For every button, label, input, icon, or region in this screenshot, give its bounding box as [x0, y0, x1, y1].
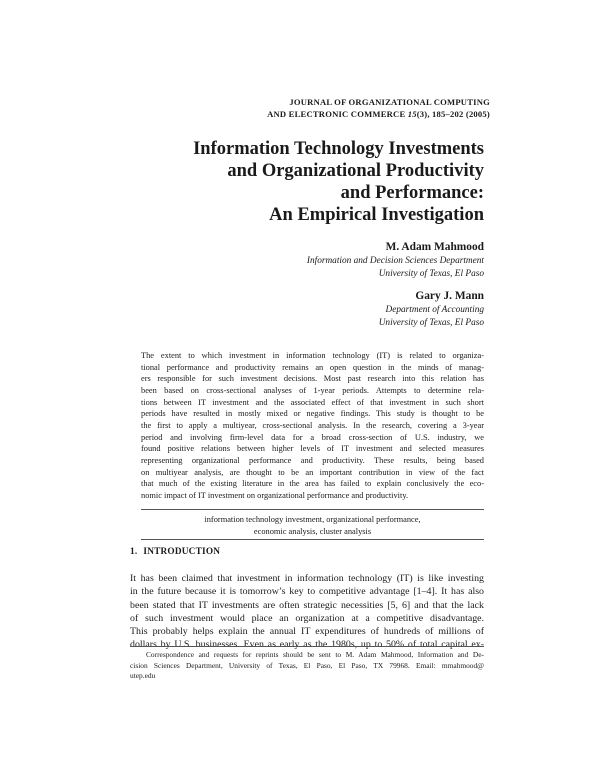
body-line: in the future because it is tomorrow’s key to competitive advantage [1–4]. It has also	[130, 586, 484, 598]
abstract-line: period and involving firm-level data for a broad cross-section of U.S. industry, we	[141, 432, 484, 442]
author-affiliation: Department of Accounting	[385, 305, 484, 315]
abstract	[141, 350, 484, 502]
title-line: An Empirical Investigation	[269, 205, 484, 225]
section-number: 1.	[130, 547, 138, 557]
body-line: been stated that IT investments are often strategic necessities [5, 6] and that the lack	[130, 599, 484, 611]
keywords-bottom-rule	[141, 539, 484, 540]
author-name: M. Adam Mahmood	[385, 241, 484, 253]
introduction-paragraph	[130, 572, 484, 652]
title-line: and Performance:	[340, 183, 484, 203]
journal-name-line1: JOURNAL OF ORGANIZATIONAL COMPUTING	[289, 97, 490, 107]
abstract-line: tions between IT investment and the associated effect of that investment in such short	[141, 397, 484, 407]
abstract-line: on multiyear analysis, are thought to be an important contribution in view of the fact	[141, 467, 484, 477]
author-affiliation: University of Texas, El Paso	[378, 268, 484, 279]
section-heading	[130, 547, 220, 557]
body-line: It has been claimed that investment in information technology (IT) is like investing	[130, 573, 484, 584]
journal-issue-pages: (3), 185–202 (2005)	[416, 109, 490, 119]
author-block	[200, 289, 484, 329]
journal-header	[130, 96, 490, 120]
keywords-line: economic analysis, cluster analysis	[253, 526, 372, 536]
author-name: Gary J. Mann	[415, 290, 484, 302]
journal-name-line2-prefix: AND ELECTRONIC COMMERCE	[267, 109, 408, 119]
section-title: INTRODUCTION	[143, 547, 221, 557]
abstract-line: representing organizational performance and productivity. These results, being based	[141, 455, 484, 465]
title-line: Information Technology Investments	[193, 139, 484, 159]
keywords-line: information technology investment, organizational performance,	[204, 515, 421, 524]
abstract-line: periods have resulted in mostly mixed or negative findings. This study is thought to be	[141, 409, 484, 419]
paper-title	[130, 138, 484, 226]
abstract-line: that much of the existing literature in the area has failed to explain conclusively the eco-	[141, 479, 484, 489]
body-line: dollars by U.S. businesses. Even as early as the 1980s, up to 50% of total capital ex-	[130, 639, 484, 651]
abstract-line: found positive relations between higher levels of IT investment and selected measures	[141, 444, 484, 454]
keywords	[141, 514, 484, 537]
journal-name-line2	[130, 108, 490, 120]
abstract-line: ers responsible for such investment decisions. Most past research into this relation has	[141, 374, 484, 384]
body-line: This probably helps explain the annual IT expenditures of hundreds of millions of	[130, 626, 484, 638]
author-block	[200, 240, 484, 280]
abstract-line: the first to apply a multiyear, cross-sectional analysis. In the research, covering a 3-year	[141, 420, 484, 430]
keywords-top-rule	[141, 509, 484, 510]
abstract-line: The extent to which investment in information technology (IT) is related to organiza-	[141, 351, 484, 360]
footnote-line: cision Sciences Department, University of Texas, El Paso, El Paso, TX 79968. Email: mmahmood@	[130, 660, 484, 670]
footnote-line: utep.edu	[130, 671, 156, 680]
abstract-line: nomic impact of IT investment on organizational performance and productivity.	[141, 490, 409, 500]
title-line: and Organizational Productivity	[227, 161, 484, 181]
footnote-rule	[130, 646, 484, 647]
correspondence-footnote	[130, 650, 484, 682]
author-affiliation: Information and Decision Sciences Department	[306, 256, 484, 266]
footnote-line: Correspondence and requests for reprints should be sent to M. Adam Mahmood, Information and De-	[146, 650, 484, 659]
abstract-line: tional performance and productivity remains an open question in the minds of manag-	[141, 362, 484, 372]
journal-volume: 15	[407, 109, 417, 119]
abstract-line: been based on cross-sectional analyses of 1-year periods. Attempts to determine rela-	[141, 385, 484, 395]
author-affiliation: University of Texas, El Paso	[378, 317, 484, 328]
body-line: of such investment would place an organization at a competitive disadvantage.	[130, 612, 484, 624]
